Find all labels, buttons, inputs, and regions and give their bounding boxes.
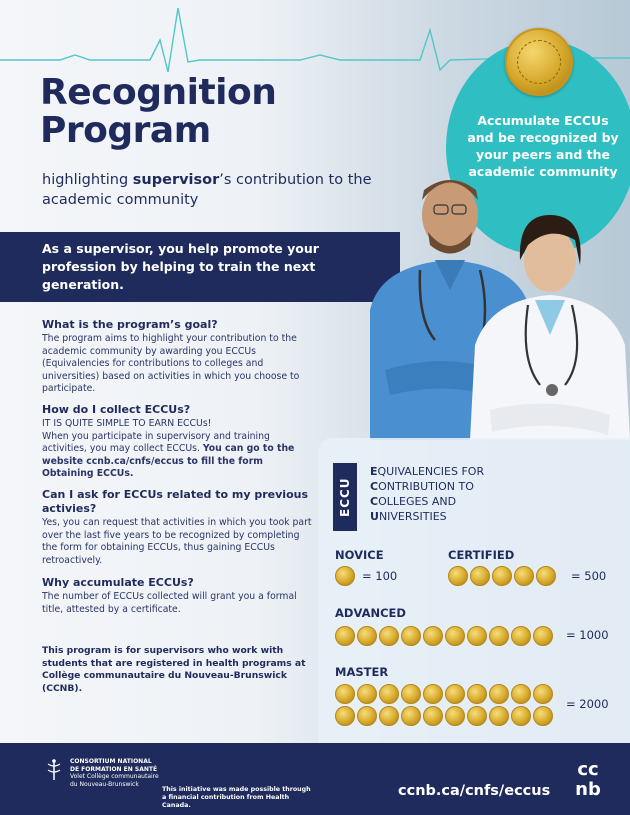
level-advanced-coins bbox=[335, 626, 561, 646]
faq-question: What is the program’s goal? bbox=[42, 318, 218, 331]
faq-question: How do I collect ECCUs? bbox=[42, 403, 191, 416]
faq-collect bbox=[42, 403, 312, 481]
eccu-coin-icon bbox=[379, 626, 399, 646]
faq-why bbox=[42, 576, 312, 616]
eccu-coin-icon bbox=[514, 566, 534, 586]
eccu-coin-icon bbox=[423, 706, 443, 726]
gold-seal-icon bbox=[505, 28, 573, 96]
faq-question: Why accumulate ECCUs? bbox=[42, 576, 194, 589]
eccu-coin-icon bbox=[489, 684, 509, 704]
eccu-def-rest: QUIVALENCIES FOR bbox=[377, 465, 485, 478]
eccu-def-line bbox=[370, 509, 530, 524]
footer-org bbox=[70, 758, 160, 788]
level-certified-value: = 500 bbox=[571, 569, 607, 583]
eccu-coin-icon bbox=[511, 626, 531, 646]
faq-answer: Yes, you can request that activities in which you took part over the last five years to be recognized by completing the form for obtaining ECCUs, thus gaining ECCUs retroactively. bbox=[42, 517, 312, 566]
eccu-def-initial: U bbox=[370, 510, 379, 523]
eccu-coin-icon bbox=[357, 626, 377, 646]
ccnb-logo-icon bbox=[570, 755, 606, 801]
footer-org-line3: Volet Collège communautaire bbox=[70, 773, 159, 780]
subtitle-pre: highlighting bbox=[42, 172, 133, 188]
level-novice-value: = 100 bbox=[362, 569, 398, 583]
eccu-coin-icon bbox=[445, 626, 465, 646]
eccu-coin-icon bbox=[335, 626, 355, 646]
eccu-coin-icon bbox=[536, 566, 556, 586]
eccu-coin-icon bbox=[357, 706, 377, 726]
faq-answer: The program aims to highlight your contribution to the academic community by awarding you ECCUs (Equivalencies for contributions to colleges and universities) based on activities in which you choose to participate. bbox=[42, 333, 300, 395]
eccu-def-initial: C bbox=[370, 480, 379, 493]
supervisor-band-text: As a supervisor, you help promote your profession by helping to train the next generation. bbox=[42, 241, 319, 292]
footer-url-link[interactable]: ccnb.ca/cnfs/eccus bbox=[398, 783, 551, 799]
eccu-coin-icon bbox=[467, 626, 487, 646]
eccu-def-rest: NIVERSITIES bbox=[378, 510, 447, 523]
eccu-def-rest: OLLEGES AND bbox=[378, 495, 457, 508]
level-master-coins bbox=[335, 684, 561, 726]
faq-question: Can I ask for ECCUs related to my previous activies? bbox=[42, 488, 309, 515]
eccu-coin-icon bbox=[467, 706, 487, 726]
level-master-name: MASTER bbox=[335, 665, 389, 679]
level-advanced-value: = 1000 bbox=[566, 628, 609, 642]
eccu-def-line bbox=[370, 494, 530, 509]
level-advanced-name: ADVANCED bbox=[335, 606, 406, 620]
eccu-definition bbox=[370, 464, 530, 524]
title-line-2: Program bbox=[40, 110, 211, 151]
faq-answer-bold: You can go to the website ccnb.ca/cnfs/eccus to fill the form Obtaining ECCUs. bbox=[42, 443, 295, 480]
faq-answer-line1: IT IS QUITE SIMPLE TO EARN ECCUs! bbox=[42, 418, 212, 429]
eccu-def-initial: E bbox=[370, 465, 378, 478]
eccu-coin-icon bbox=[335, 706, 355, 726]
eccu-coin-icon bbox=[423, 626, 443, 646]
faq-goal bbox=[42, 318, 312, 396]
cnfs-caduceus-icon bbox=[42, 758, 66, 782]
faq-answer-line2: When you participate in supervisory and training activities, you may collect ECCUs. bbox=[42, 430, 270, 455]
page-subtitle bbox=[42, 170, 372, 210]
eccu-coin-icon bbox=[470, 566, 490, 586]
eccu-coin-icon bbox=[533, 706, 553, 726]
title-line-1: Recognition bbox=[40, 72, 277, 113]
footer-org-line4: du Nouveau-Brunswick bbox=[70, 780, 139, 788]
supervisors-note: This program is for supervisors who work with students that are registered in health programs at Collège communautaire du Nouveau-Brunswick (CCNB). bbox=[42, 645, 306, 694]
level-certified-coins bbox=[448, 566, 564, 586]
faq-answer: The number of ECCUs collected will grant you a formal title, attested by a certificate. bbox=[42, 591, 297, 615]
level-novice-name: NOVICE bbox=[335, 548, 384, 562]
footer-funding-note: This initiative was made possible through a financial contribution from Health Canada. bbox=[162, 786, 311, 809]
eccu-coin-icon bbox=[357, 684, 377, 704]
eccu-def-line bbox=[370, 464, 530, 479]
level-novice-coins bbox=[335, 566, 359, 586]
eccu-badge: ECCU bbox=[333, 463, 357, 531]
faq-answer bbox=[42, 418, 312, 481]
eccu-def-initial: C bbox=[370, 495, 379, 508]
eccu-coin-icon bbox=[401, 706, 421, 726]
page-title bbox=[40, 74, 276, 150]
eccu-coin-icon bbox=[379, 706, 399, 726]
eccu-coin-icon bbox=[423, 684, 443, 704]
level-master-value: = 2000 bbox=[566, 697, 609, 711]
eccu-coin-icon bbox=[401, 684, 421, 704]
footer-org-line1: CONSORTIUM NATIONAL bbox=[70, 758, 152, 765]
faq-previous bbox=[42, 488, 312, 567]
eccu-coin-icon bbox=[533, 684, 553, 704]
eccu-def-line bbox=[370, 479, 530, 494]
subtitle-bold: supervisor bbox=[132, 172, 220, 188]
eccu-coin-icon bbox=[489, 706, 509, 726]
eccu-coin-icon bbox=[335, 566, 355, 586]
level-certified-name: CERTIFIED bbox=[448, 548, 515, 562]
svg-text:nb: nb bbox=[575, 779, 601, 800]
eccu-coin-icon bbox=[379, 684, 399, 704]
eccu-coin-icon bbox=[401, 626, 421, 646]
eccu-coin-icon bbox=[467, 684, 487, 704]
eccu-coin-icon bbox=[511, 706, 531, 726]
health-professionals-photo bbox=[340, 160, 630, 440]
eccu-coin-icon bbox=[492, 566, 512, 586]
svg-text:cc: cc bbox=[577, 759, 599, 780]
eccu-coin-icon bbox=[533, 626, 553, 646]
eccu-coin-icon bbox=[448, 566, 468, 586]
eccu-coin-icon bbox=[511, 684, 531, 704]
footer-org-line2: DE FORMATION EN SANTÉ bbox=[70, 765, 158, 773]
eccu-coin-icon bbox=[489, 626, 509, 646]
eccu-coin-icon bbox=[445, 684, 465, 704]
subtitle-post: ’s contribution to the academic community bbox=[42, 172, 372, 208]
callout-text: Accumulate ECCUs and be recognized by your peers and the academic community bbox=[467, 113, 619, 179]
eccu-coin-icon bbox=[445, 706, 465, 726]
eccu-def-rest: ONTRIBUTION TO bbox=[378, 480, 474, 493]
eccu-coin-icon bbox=[335, 684, 355, 704]
